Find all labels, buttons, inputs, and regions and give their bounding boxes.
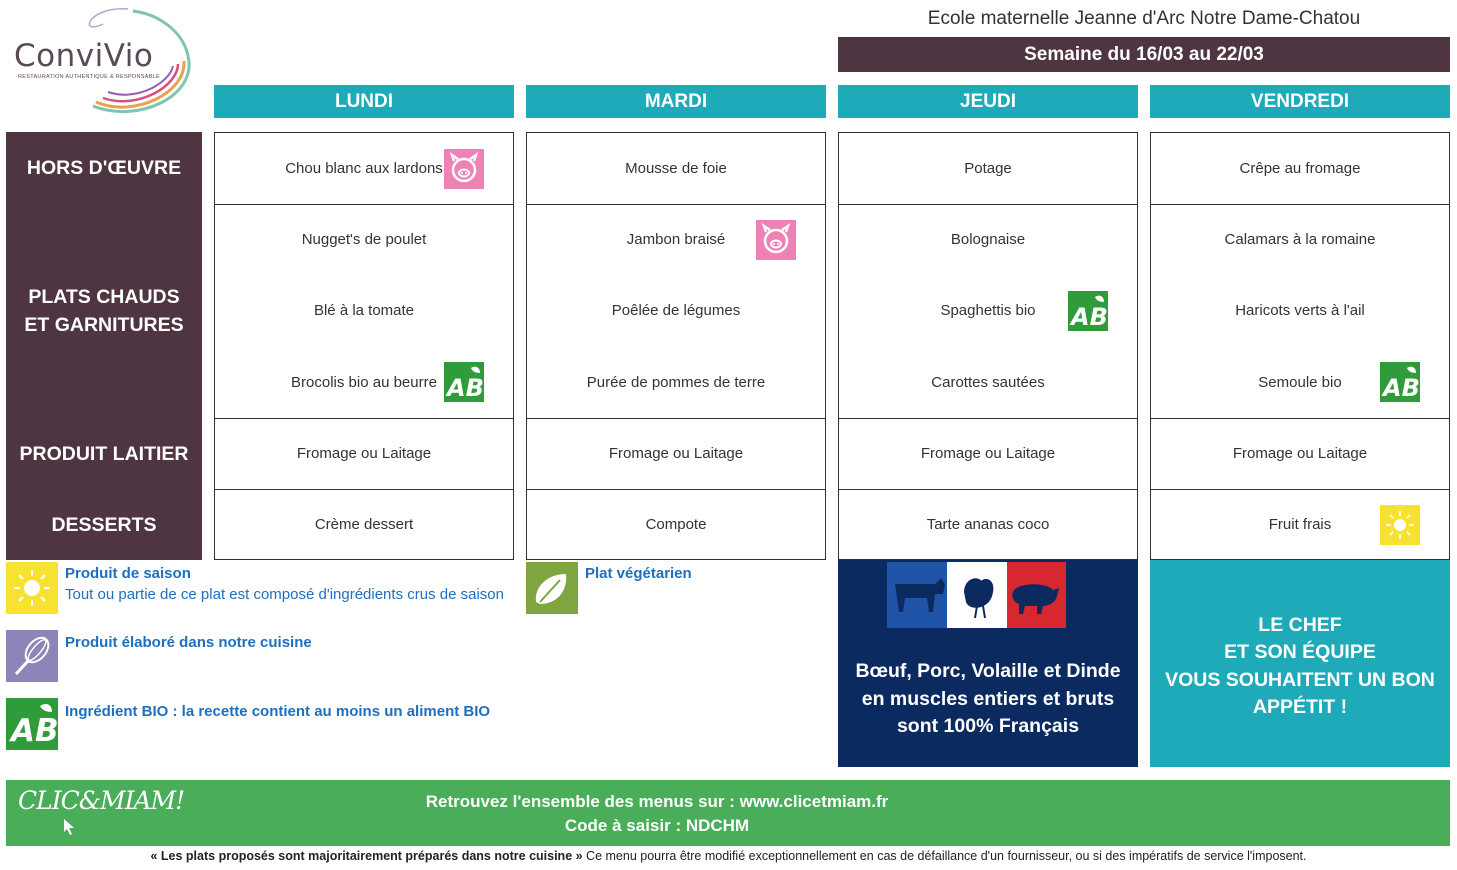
legend-season-title: Produit de saison: [65, 565, 191, 582]
category-desserts: DESSERTS: [6, 490, 202, 560]
menu-column-mardi: [526, 132, 826, 560]
category-produit-laitier: PRODUIT LAITIER: [6, 418, 202, 490]
menu-column-lundi: [214, 132, 514, 560]
dish-name: Carottes sautées: [931, 373, 1045, 391]
dish-name: Bolognaise: [950, 231, 1026, 248]
menu-cell: [215, 204, 513, 275]
code-line: Code à saisir : NDCHM: [564, 816, 750, 835]
dish-name: Fromage ou Laitage: [920, 445, 1056, 462]
dish-name: Blé à la tomate: [313, 302, 415, 319]
day-header-mardi: MARDI: [526, 85, 826, 118]
dish-name: Jambon braisé: [626, 231, 726, 248]
day-header-jeudi: JEUDI: [838, 85, 1138, 118]
dish-name: Semoule bio: [1258, 373, 1342, 391]
legend-veg-title: Plat végétarien: [585, 565, 692, 582]
france-flag-animals-icon: [887, 562, 1066, 628]
day-header-lundi: LUNDI: [214, 85, 514, 118]
menu-cell: [1151, 133, 1449, 204]
legend-kitchen-title: Produit élaboré dans notre cuisine: [65, 634, 312, 651]
svg-text:AB: AB: [447, 374, 484, 402]
svg-text:AB: AB: [1383, 374, 1420, 402]
dish-name: Fromage ou Laitage: [608, 445, 744, 462]
bio-ab-icon: [1068, 291, 1108, 331]
dish-name: Brocolis bio au beurre: [291, 373, 437, 391]
bio-ab-icon: [1380, 362, 1420, 402]
dish-name: Fruit frais: [1268, 516, 1332, 533]
school-name: Ecole maternelle Jeanne d'Arc Notre Dame-Chatou: [927, 8, 1361, 29]
menu-cell: [1151, 275, 1449, 346]
footer-rest-text: Ce menu pourra être modifié exceptionnellement en cas de défaillance d'un fournisseur, ou si des impératifs de service l'imposent.: [582, 849, 1307, 863]
season-sun-icon: [6, 562, 58, 614]
svg-text:AB: AB: [11, 713, 58, 749]
dish-name: Fromage ou Laitage: [1232, 445, 1368, 462]
legend-bio-title: Ingrédient BIO : la recette contient au moins un aliment BIO: [65, 703, 491, 720]
dish-name: Crème dessert: [314, 516, 414, 533]
menu-cell: [527, 275, 825, 346]
menu-column-jeudi: [838, 132, 1138, 560]
menu-cell: [1151, 204, 1449, 275]
menu-cell: [839, 204, 1137, 275]
dish-name: Calamars à la romaine: [1224, 231, 1376, 248]
footer-bold-text: « Les plats proposés sont majoritairement préparés dans notre cuisine »: [150, 849, 583, 863]
menu-cell: [215, 275, 513, 346]
dish-name: Potage: [964, 160, 1012, 177]
menu-cell: [215, 489, 513, 560]
dish-name: Poêlée de légumes: [611, 302, 741, 319]
france-origin-text: Bœuf, Porc, Volaille et Dinde en muscles entiers et bruts sont 100% Français: [855, 660, 1121, 737]
svg-text:AB: AB: [1071, 302, 1108, 331]
dish-name: Fromage ou Laitage: [296, 445, 432, 462]
menu-cell: [527, 489, 825, 560]
clicmiam-logo: CLIC&MIAM!: [18, 786, 185, 815]
dish-name: Nugget's de poulet: [301, 231, 427, 248]
dish-name: Tarte ananas coco: [926, 516, 1050, 533]
dish-name: Purée de pommes de terre: [586, 373, 766, 391]
menu-cell: [527, 133, 825, 204]
week-banner: Semaine du 16/03 au 22/03: [838, 37, 1450, 72]
menu-column-vendredi: [1150, 132, 1450, 560]
dish-name: Compote: [645, 516, 707, 533]
brand-name: ConviVio: [14, 38, 154, 74]
menu-cell: [1151, 418, 1449, 489]
footer-note: [0, 849, 1457, 863]
menu-cell: [839, 133, 1137, 204]
dish-name: Mousse de foie: [625, 160, 727, 177]
category-plats-chauds: PLATS CHAUDS ET GARNITURES: [6, 204, 202, 418]
menu-cell: [527, 346, 825, 418]
season-sun-icon: [1380, 505, 1420, 545]
chef-message-text: LE CHEF ET SON ÉQUIPE VOUS SOUHAITENT UN BON APPÉTIT !: [1165, 613, 1435, 718]
menu-cell: [215, 418, 513, 489]
brand-tagline: RESTAURATION AUTHENTIQUE & RESPONSABLE: [18, 74, 160, 80]
day-header-vendredi: VENDREDI: [1150, 85, 1450, 118]
website-text: [0, 790, 1454, 838]
dish-name: Crêpe au fromage: [1239, 160, 1361, 177]
website-line[interactable]: Retrouvez l'ensemble des menus sur : www.clicetmiam.fr: [425, 792, 889, 811]
legend-season-text: Tout ou partie de ce plat est composé d'ingrédients crus de saison: [65, 586, 504, 603]
dish-name: Haricots verts à l'ail: [1235, 302, 1365, 319]
pork-icon: [444, 149, 484, 189]
menu-cell: [839, 346, 1137, 418]
dish-name: Spaghettis bio: [940, 302, 1036, 319]
pork-icon: [756, 220, 796, 260]
bio-ab-icon: [6, 698, 58, 750]
dish-name: Chou blanc aux lardons: [285, 160, 443, 177]
bio-ab-icon: [444, 362, 484, 402]
leaf-icon: [526, 562, 578, 614]
menu-cell: [527, 418, 825, 489]
category-hors-doeuvre: HORS D'ŒUVRE: [6, 132, 202, 204]
menu-cell: [839, 489, 1137, 560]
chef-message-panel: [1150, 560, 1450, 767]
menu-cell: [839, 418, 1137, 489]
whisk-icon: [6, 630, 58, 682]
